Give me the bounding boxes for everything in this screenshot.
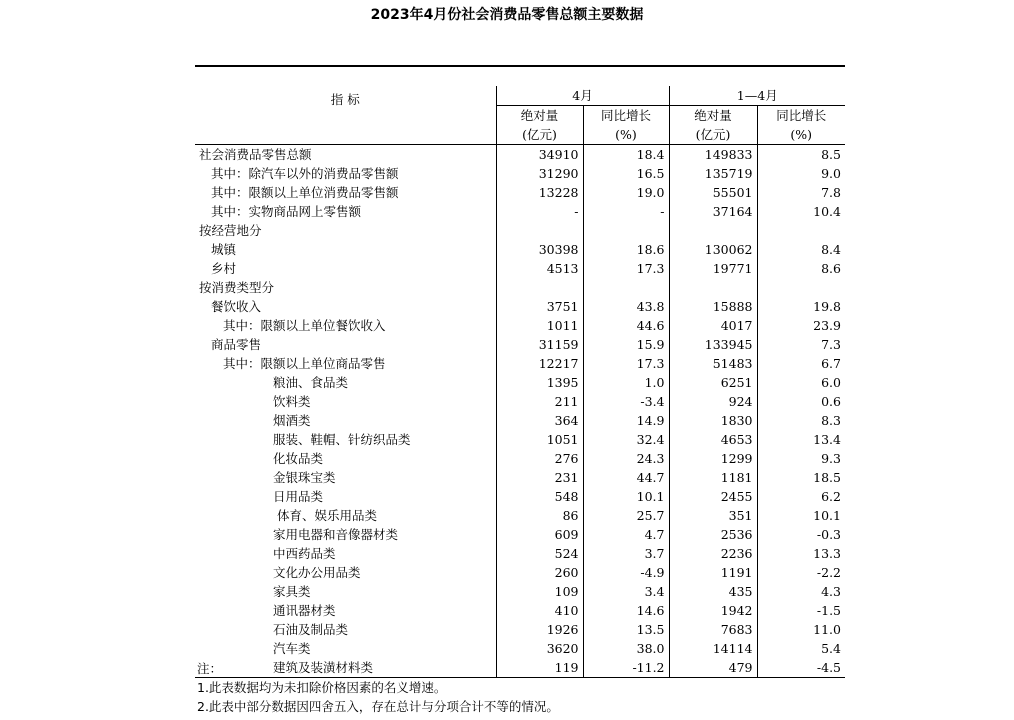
table-header bbox=[195, 66, 845, 145]
table-row bbox=[195, 373, 845, 392]
ytd-abs-cell: 149833 bbox=[669, 145, 757, 165]
ytd-yoy-cell: 10.4 bbox=[757, 202, 845, 221]
ytd-abs-cell: 1942 bbox=[669, 601, 757, 620]
april-yoy-cell: 3.7 bbox=[583, 544, 669, 563]
ytd-yoy-cell: 5.4 bbox=[757, 639, 845, 658]
ytd-yoy-cell: 13.3 bbox=[757, 544, 845, 563]
note-line-1: 1.此表数据均为未扣除价格因素的名义增速。 bbox=[197, 680, 447, 695]
table-row bbox=[195, 202, 845, 221]
row-label: 汽车类 bbox=[273, 641, 311, 656]
table-row bbox=[195, 449, 845, 468]
row-label: 粮油、食品类 bbox=[273, 375, 349, 390]
ytd-yoy-cell: -0.3 bbox=[757, 525, 845, 544]
april-yoy-cell: 19.0 bbox=[583, 183, 669, 202]
april-yoy-cell: 43.8 bbox=[583, 297, 669, 316]
row-label: 按经营地分 bbox=[199, 223, 262, 238]
ytd-yoy-cell: -1.5 bbox=[757, 601, 845, 620]
ytd-abs-cell: 2236 bbox=[669, 544, 757, 563]
april-abs-cell: 30398 bbox=[496, 240, 583, 259]
april-abs-cell: 231 bbox=[496, 468, 583, 487]
row-label: 通讯器材类 bbox=[273, 603, 336, 618]
ytd-yoy-cell bbox=[757, 221, 845, 240]
april-abs-cell: 1395 bbox=[496, 373, 583, 392]
row-label: 金银珠宝类 bbox=[273, 470, 336, 485]
ytd-abs-cell: 924 bbox=[669, 392, 757, 411]
april-yoy-cell: 18.4 bbox=[583, 145, 669, 165]
ytd-yoy-cell: 8.6 bbox=[757, 259, 845, 278]
row-label: 中西药品类 bbox=[273, 546, 336, 561]
jan-apr-group-header: 1—4月 bbox=[669, 86, 845, 106]
april-yoy-cell: -11.2 bbox=[583, 658, 669, 678]
ytd-yoy-cell: 10.1 bbox=[757, 506, 845, 525]
april-yoy-cell: 16.5 bbox=[583, 164, 669, 183]
row-label: 体育、娱乐用品类 bbox=[277, 508, 378, 523]
april-abs-cell: 3620 bbox=[496, 639, 583, 658]
row-label: 服装、鞋帽、针纺织品类 bbox=[273, 432, 411, 447]
row-label: 文化办公用品类 bbox=[273, 565, 361, 580]
row-label: 石油及制品类 bbox=[273, 622, 349, 637]
april-yoy-cell bbox=[583, 278, 669, 297]
april-yoy-cell: 14.9 bbox=[583, 411, 669, 430]
april-abs-cell: - bbox=[496, 202, 583, 221]
april-yoy-cell: 4.7 bbox=[583, 525, 669, 544]
table-row bbox=[195, 297, 845, 316]
april-yoy-cell: 10.1 bbox=[583, 487, 669, 506]
april-abs-cell: 119 bbox=[496, 658, 583, 678]
april-yoy-cell: 25.7 bbox=[583, 506, 669, 525]
april-abs-cell: 524 bbox=[496, 544, 583, 563]
april-abs-cell: 1926 bbox=[496, 620, 583, 639]
table-row bbox=[195, 639, 845, 658]
ytd-yoy-cell: 18.5 bbox=[757, 468, 845, 487]
april-abs-cell: 1011 bbox=[496, 316, 583, 335]
april-abs-cell: 4513 bbox=[496, 259, 583, 278]
ytd-yoy-cell: 8.5 bbox=[757, 145, 845, 165]
april-yoy-cell: 1.0 bbox=[583, 373, 669, 392]
ytd-yoy-cell: 7.8 bbox=[757, 183, 845, 202]
ytd-yoy-cell: 9.0 bbox=[757, 164, 845, 183]
april-yoy-header: 同比增长 (%) bbox=[583, 106, 669, 145]
retail-sales-table bbox=[195, 65, 845, 678]
ytd-abs-cell: 51483 bbox=[669, 354, 757, 373]
top-rule bbox=[195, 66, 845, 86]
ytd-abs-cell: 1181 bbox=[669, 468, 757, 487]
april-abs-cell: 31290 bbox=[496, 164, 583, 183]
row-label: 其中：除汽车以外的消费品零售额 bbox=[211, 166, 399, 181]
ytd-abs-cell: 7683 bbox=[669, 620, 757, 639]
ytd-abs-header: 绝对量 (亿元) bbox=[669, 106, 757, 145]
notes bbox=[197, 659, 559, 716]
ytd-abs-cell: 4653 bbox=[669, 430, 757, 449]
ytd-yoy-cell: 11.0 bbox=[757, 620, 845, 639]
april-yoy-cell bbox=[583, 221, 669, 240]
table-row bbox=[195, 620, 845, 639]
row-label: 日用品类 bbox=[273, 489, 324, 504]
ytd-abs-cell bbox=[669, 221, 757, 240]
ytd-abs-cell: 1830 bbox=[669, 411, 757, 430]
row-label: 化妆品类 bbox=[273, 451, 324, 466]
row-label: 家具类 bbox=[273, 584, 311, 599]
table-row bbox=[195, 316, 845, 335]
ytd-abs-cell: 6251 bbox=[669, 373, 757, 392]
ytd-yoy-cell: 13.4 bbox=[757, 430, 845, 449]
ytd-yoy-header: 同比增长 (%) bbox=[757, 106, 845, 145]
table-row bbox=[195, 544, 845, 563]
table-row bbox=[195, 430, 845, 449]
ytd-yoy-cell: 8.3 bbox=[757, 411, 845, 430]
april-yoy-cell: 13.5 bbox=[583, 620, 669, 639]
ytd-abs-cell: 130062 bbox=[669, 240, 757, 259]
table-row bbox=[195, 582, 845, 601]
table-row bbox=[195, 354, 845, 373]
ytd-abs-cell: 479 bbox=[669, 658, 757, 678]
ytd-yoy-cell bbox=[757, 278, 845, 297]
april-yoy-cell: 15.9 bbox=[583, 335, 669, 354]
april-yoy-cell: 44.7 bbox=[583, 468, 669, 487]
april-yoy-cell: - bbox=[583, 202, 669, 221]
april-abs-cell: 548 bbox=[496, 487, 583, 506]
table-row bbox=[195, 183, 845, 202]
table-row bbox=[195, 278, 845, 297]
ytd-abs-cell: 1299 bbox=[669, 449, 757, 468]
april-yoy-cell: 32.4 bbox=[583, 430, 669, 449]
april-abs-cell: 276 bbox=[496, 449, 583, 468]
ytd-yoy-cell: 6.2 bbox=[757, 487, 845, 506]
ytd-abs-cell: 14114 bbox=[669, 639, 757, 658]
april-abs-cell: 31159 bbox=[496, 335, 583, 354]
table-row bbox=[195, 601, 845, 620]
april-abs-cell: 109 bbox=[496, 582, 583, 601]
april-abs-cell: 410 bbox=[496, 601, 583, 620]
ytd-abs-cell: 15888 bbox=[669, 297, 757, 316]
ytd-yoy-cell: 0.6 bbox=[757, 392, 845, 411]
table-row bbox=[195, 525, 845, 544]
ytd-yoy-cell: 7.3 bbox=[757, 335, 845, 354]
ytd-abs-cell: 133945 bbox=[669, 335, 757, 354]
page-title: 2023年4月份社会消费品零售总额主要数据 bbox=[370, 7, 644, 23]
row-label: 按消费类型分 bbox=[199, 280, 275, 295]
table-row bbox=[195, 468, 845, 487]
ytd-yoy-cell: -4.5 bbox=[757, 658, 845, 678]
april-yoy-cell: 3.4 bbox=[583, 582, 669, 601]
april-abs-cell bbox=[496, 278, 583, 297]
april-group-header: 4月 bbox=[496, 86, 669, 106]
table-row bbox=[195, 221, 845, 240]
row-label: 饮料类 bbox=[273, 394, 311, 409]
ytd-abs-cell: 4017 bbox=[669, 316, 757, 335]
row-label: 烟酒类 bbox=[273, 413, 311, 428]
row-label: 其中：限额以上单位餐饮收入 bbox=[223, 318, 386, 333]
april-yoy-cell: -3.4 bbox=[583, 392, 669, 411]
april-yoy-cell: 24.3 bbox=[583, 449, 669, 468]
row-label: 其中：限额以上单位消费品零售额 bbox=[211, 185, 399, 200]
table-row bbox=[195, 145, 845, 165]
row-label: 乡村 bbox=[211, 261, 237, 276]
table-row bbox=[195, 335, 845, 354]
april-abs-cell: 13228 bbox=[496, 183, 583, 202]
ytd-yoy-cell: 9.3 bbox=[757, 449, 845, 468]
row-label: 商品零售 bbox=[211, 337, 262, 352]
april-abs-cell: 260 bbox=[496, 563, 583, 582]
ytd-yoy-cell: -2.2 bbox=[757, 563, 845, 582]
row-label: 家用电器和音像器材类 bbox=[273, 527, 399, 542]
april-abs-cell: 364 bbox=[496, 411, 583, 430]
ytd-yoy-cell: 6.0 bbox=[757, 373, 845, 392]
notes-heading: 注： bbox=[197, 661, 223, 676]
row-label: 社会消费品零售总额 bbox=[199, 147, 312, 162]
table-row bbox=[195, 392, 845, 411]
april-abs-cell: 12217 bbox=[496, 354, 583, 373]
table-row bbox=[195, 164, 845, 183]
table-row bbox=[195, 411, 845, 430]
table-row bbox=[195, 240, 845, 259]
april-yoy-cell: 14.6 bbox=[583, 601, 669, 620]
april-abs-cell: 86 bbox=[496, 506, 583, 525]
april-yoy-cell: 17.3 bbox=[583, 354, 669, 373]
april-yoy-cell: 44.6 bbox=[583, 316, 669, 335]
table-body bbox=[195, 145, 845, 678]
april-abs-cell: 1051 bbox=[496, 430, 583, 449]
ytd-abs-cell: 2455 bbox=[669, 487, 757, 506]
ytd-yoy-cell: 23.9 bbox=[757, 316, 845, 335]
table-row bbox=[195, 563, 845, 582]
april-abs-header: 绝对量 (亿元) bbox=[496, 106, 583, 145]
ytd-abs-cell: 37164 bbox=[669, 202, 757, 221]
ytd-yoy-cell: 6.7 bbox=[757, 354, 845, 373]
ytd-abs-cell: 1191 bbox=[669, 563, 757, 582]
april-yoy-cell: 17.3 bbox=[583, 259, 669, 278]
ytd-yoy-cell: 19.8 bbox=[757, 297, 845, 316]
april-yoy-cell: -4.9 bbox=[583, 563, 669, 582]
row-label: 餐饮收入 bbox=[211, 299, 262, 314]
ytd-abs-cell: 2536 bbox=[669, 525, 757, 544]
row-label: 其中：实物商品网上零售额 bbox=[211, 204, 362, 219]
ytd-yoy-cell: 4.3 bbox=[757, 582, 845, 601]
ytd-abs-cell: 135719 bbox=[669, 164, 757, 183]
ytd-abs-cell: 351 bbox=[669, 506, 757, 525]
row-label: 城镇 bbox=[211, 242, 237, 257]
table-row bbox=[195, 487, 845, 506]
april-abs-cell: 3751 bbox=[496, 297, 583, 316]
april-yoy-cell: 38.0 bbox=[583, 639, 669, 658]
april-abs-cell: 211 bbox=[496, 392, 583, 411]
ytd-abs-cell: 435 bbox=[669, 582, 757, 601]
indicator-header: 指 标 bbox=[195, 86, 496, 145]
note-line-2: 2.此表中部分数据因四舍五入，存在总计与分项合计不等的情况。 bbox=[197, 699, 559, 714]
table-row bbox=[195, 259, 845, 278]
april-yoy-cell: 18.6 bbox=[583, 240, 669, 259]
april-abs-cell: 34910 bbox=[496, 145, 583, 165]
row-label: 建筑及装潢材料类 bbox=[195, 658, 496, 678]
ytd-abs-cell: 55501 bbox=[669, 183, 757, 202]
april-abs-cell bbox=[496, 221, 583, 240]
row-label: 其中：限额以上单位商品零售 bbox=[223, 356, 386, 371]
ytd-abs-cell: 19771 bbox=[669, 259, 757, 278]
ytd-abs-cell bbox=[669, 278, 757, 297]
table-row bbox=[195, 506, 845, 525]
april-abs-cell: 609 bbox=[496, 525, 583, 544]
ytd-yoy-cell: 8.4 bbox=[757, 240, 845, 259]
